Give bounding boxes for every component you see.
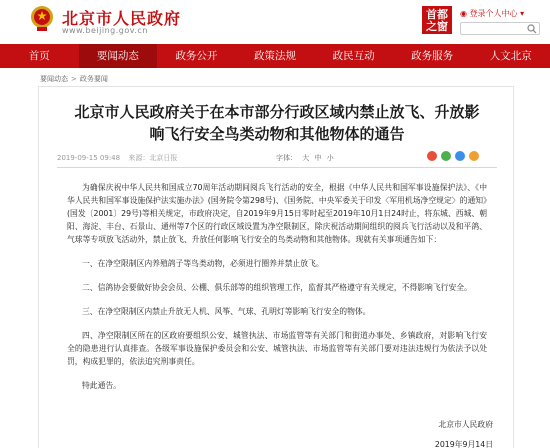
article-paragraph-intro: 为确保庆祝中华人民共和国成立70周年活动期间阅兵飞行活动的安全，根据《中华人民共和国军事设施保护法》、《中华人民共和国军事设施保护法实施办法》(国务院令第298号)、《国务院、中央军委关于印发〈军用机场净空规定〉的通知》(国发〔2001〕29号)等相关规定，市政府决定，自2019年9月15日零时起至2019年10月1日24时止，将东城、西城、朝阳、海淀、丰台、石景山、通州等7个区的行政区域设置为净空限制区，除庆祝活动期间组织的阅兵飞行活动以及和平鸽、气球等专项放飞活动外，禁止放飞、升放任何影响飞行安全的鸟类动物和其他物体。现就有关事项通告如下：: [67, 183, 487, 244]
breadcrumb-item-news[interactable]: 要闻动态: [40, 75, 68, 83]
main-nav: [0, 44, 550, 68]
article-title: 北京市人民政府关于在本市部分行政区域内禁止放飞、升放影响飞行安全鸟类动物和其他物体的通告: [74, 103, 480, 143]
article-panel: [38, 86, 514, 448]
chevron-down-icon: ▾: [520, 9, 525, 18]
login-link-label: 登录个人中心: [469, 9, 518, 18]
search-box: [460, 22, 540, 35]
nav-item-services[interactable]: 政务服务: [411, 50, 454, 62]
font-size-control: [276, 153, 334, 163]
site-name[interactable]: 北京市人民政府: [62, 9, 182, 28]
title-divider: [57, 167, 497, 168]
signature-date: 2019年9月14日: [434, 440, 493, 448]
article-body: [67, 181, 487, 392]
breadcrumb-separator: >: [71, 75, 77, 83]
font-size-medium[interactable]: 中: [314, 154, 322, 162]
font-size-label: 字体：: [276, 154, 297, 162]
share-bar: [427, 151, 479, 161]
logo-top-text: 首都: [426, 8, 448, 21]
search-input[interactable]: [461, 31, 523, 42]
login-link[interactable]: [460, 8, 524, 19]
article-paragraph-4: 四、净空限制区所在的区政府要组织公安、城管执法、市场监管等有关部门和街道办事处、乡镇政府，对影响飞行安全的隐患进行认真排查。各级军事设施保护委员会和公安、城管执法、市场监管等有关部门要对违法违规行为依法予以处罚，构成犯罪的，依法追究刑事责任。: [67, 331, 487, 366]
article-date: 2019-09-15 09:48: [57, 154, 121, 162]
share-more-icon[interactable]: [469, 151, 479, 161]
search-icon[interactable]: [527, 24, 537, 34]
article-paragraph-closing: 特此通告。: [82, 381, 121, 390]
signature-org: 北京市人民政府: [438, 420, 493, 429]
article-paragraph-2: 二、信鸽协会要做好协会会员、公棚、俱乐部等的组织管理工作，监督其严格遵守有关规定，不得影响飞行安全。: [82, 283, 472, 292]
nav-item-interaction[interactable]: 政民互动: [332, 50, 375, 62]
user-icon: ◉: [460, 9, 467, 18]
nav-item-culture[interactable]: 人文北京: [489, 50, 532, 62]
nav-item-gov-open[interactable]: 政务公开: [175, 50, 218, 62]
qzone-icon[interactable]: [455, 151, 465, 161]
logo-bottom-text: 之窗: [426, 20, 448, 33]
national-emblem-icon: [30, 4, 54, 32]
breadcrumb-item-gov-news[interactable]: 政务要闻: [79, 75, 108, 83]
capital-window-logo[interactable]: [422, 6, 452, 34]
article-source: 来源：北京日报: [128, 154, 178, 162]
article-paragraph-3: 三、在净空限制区内禁止升放无人机、风筝、气球、孔明灯等影响飞行安全的物体。: [82, 307, 371, 316]
font-size-small[interactable]: 小: [326, 154, 334, 162]
font-size-large[interactable]: 大: [302, 154, 310, 162]
site-url: www.beijing.gov.cn: [62, 26, 148, 35]
breadcrumb: [40, 74, 108, 84]
article-paragraph-1: 一、在净空限制区内养殖鸽子等鸟类动物，必须进行圈养并禁止放飞。: [82, 259, 324, 268]
wechat-icon[interactable]: [441, 151, 451, 161]
weibo-icon[interactable]: [427, 151, 437, 161]
site-header: [0, 0, 550, 44]
nav-item-policy[interactable]: 政策法规: [254, 50, 297, 62]
nav-item-home[interactable]: 首页: [28, 50, 50, 62]
nav-item-news[interactable]: 要闻动态: [79, 44, 158, 68]
